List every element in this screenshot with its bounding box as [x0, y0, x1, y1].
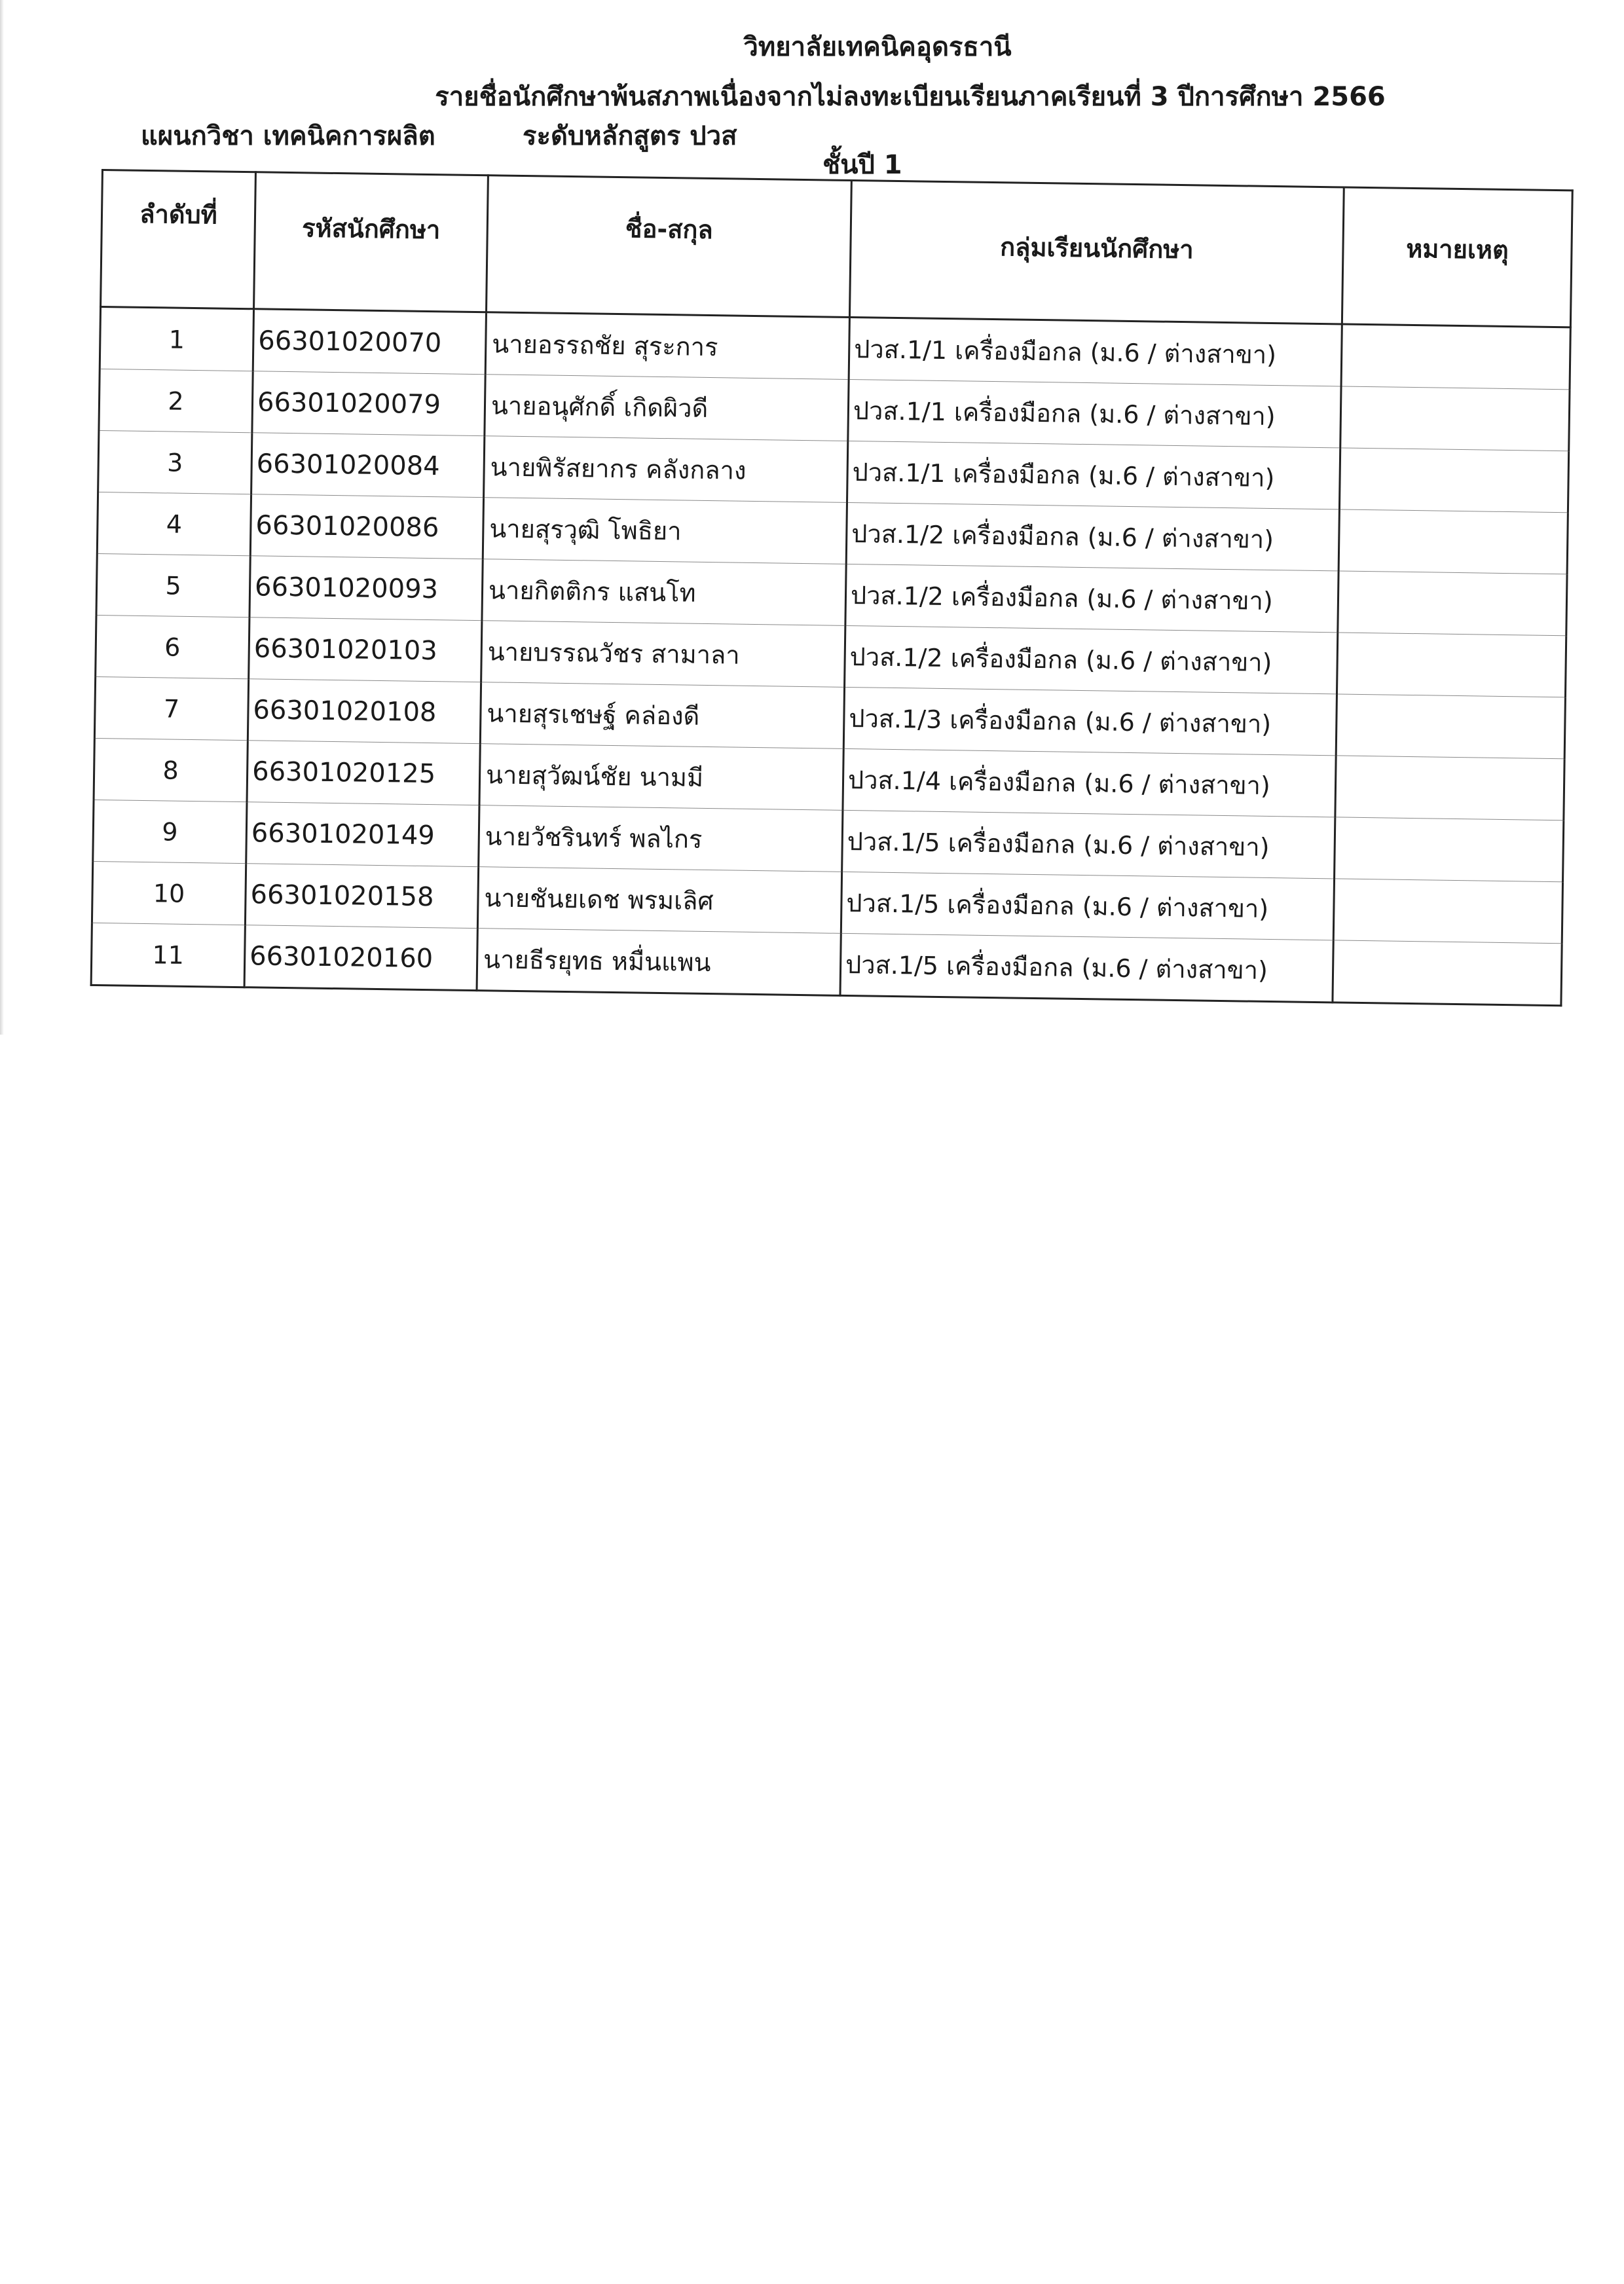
- student-id: 66301020149: [246, 802, 479, 867]
- student-note: [1333, 879, 1562, 944]
- student-group: ปวส.1/5 เครื่องมือกล (ม.6 / ต่างสาขา): [841, 872, 1334, 940]
- student-group: ปวส.1/2 เครื่องมือกล (ม.6 / ต่างสาขา): [845, 564, 1338, 632]
- student-name: นายวัชรินทร์ พลไกร: [479, 805, 843, 872]
- row-number: 4: [97, 492, 251, 555]
- student-table-wrapper: [90, 169, 1572, 1006]
- student-group: ปวส.1/2 เครื่องมือกล (ม.6 / ต่างสาขา): [845, 625, 1338, 693]
- row-number: 3: [98, 430, 252, 494]
- row-number: 8: [94, 738, 248, 801]
- college-title: วิทยาลัยเทคนิคอุดรธานี: [743, 32, 1012, 62]
- row-number: 6: [96, 615, 249, 678]
- row-number: 2: [99, 369, 253, 432]
- student-name: นายอรรถชัย สุระการ: [485, 312, 849, 380]
- student-id: 66301020070: [253, 309, 486, 375]
- student-id: 66301020108: [248, 679, 481, 744]
- student-id: 66301020093: [249, 556, 483, 621]
- table-header-row: [101, 170, 1573, 327]
- student-name: นายสุรวุฒิ โพธิยา: [483, 498, 847, 564]
- student-group: ปวส.1/1 เครื่องมือกล (ม.6 / ต่างสาขา): [847, 441, 1340, 509]
- student-group: ปวส.1/5 เครื่องมือกล (ม.6 / ต่างสาขา): [842, 810, 1335, 878]
- student-id: 66301020086: [250, 494, 483, 559]
- column-header-note: หมายเหตุ: [1342, 187, 1572, 327]
- student-group: ปวส.1/4 เครื่องมือกล (ม.6 / ต่างสาขา): [843, 748, 1336, 817]
- scan-edge-shadow: [0, 0, 4, 1035]
- row-number: 7: [94, 676, 248, 740]
- row-number: 1: [100, 307, 253, 371]
- student-id: 66301020103: [249, 617, 482, 682]
- student-name: นายพิรัสยากร คลังกลาง: [484, 436, 848, 503]
- student-note: [1336, 694, 1565, 759]
- student-name: นายสุวัฒน์ชัย นามมี: [479, 744, 843, 811]
- row-number: 11: [91, 923, 245, 987]
- student-note: [1340, 386, 1570, 451]
- student-note: [1338, 509, 1568, 574]
- row-number: 10: [92, 861, 246, 925]
- student-name: นายอนุศักดิ์ เกิดผิวดี: [485, 375, 849, 441]
- student-id: 66301020160: [244, 925, 477, 991]
- student-id: 66301020125: [247, 741, 480, 805]
- column-header-group: กลุ่มเรียนนักศึกษา: [849, 180, 1344, 323]
- student-table: [90, 169, 1574, 1006]
- column-header-name: ชื่อ-สกุล: [487, 175, 852, 318]
- year-label: ชั้นปี 1: [822, 150, 902, 180]
- row-number: 5: [96, 553, 250, 617]
- student-note: [1338, 571, 1567, 636]
- department-label: แผนกวิชา เทคนิคการผลิต: [141, 121, 435, 151]
- row-number: 9: [93, 800, 247, 863]
- student-name: นายสุรเชษฐ์ คล่องดี: [480, 682, 844, 749]
- student-group: ปวส.1/2 เครื่องมือกล (ม.6 / ต่างสาขา): [846, 502, 1339, 570]
- student-id: 66301020079: [252, 371, 485, 436]
- student-note: [1333, 940, 1562, 1006]
- column-header-student-id: รหัสนักศึกษา: [254, 172, 489, 312]
- student-group: ปวส.1/3 เครื่องมือกล (ม.6 / ต่างสาขา): [843, 687, 1337, 755]
- student-name: นายชันยเดช พรมเลิศ: [477, 867, 841, 934]
- column-header-no: ลำดับที่: [101, 170, 256, 309]
- student-group: ปวส.1/5 เครื่องมือกล (ม.6 / ต่างสาขา): [840, 933, 1333, 1002]
- student-note: [1339, 448, 1568, 513]
- student-id: 66301020158: [245, 864, 478, 929]
- student-note: [1337, 633, 1566, 697]
- level-label: ระดับหลักสูตร ปวส: [523, 121, 737, 151]
- student-name: นายกิตติกร แสนโท: [482, 559, 846, 626]
- student-note: [1335, 756, 1564, 820]
- student-name: นายบรรณวัชร สามาลา: [481, 621, 845, 688]
- student-group: ปวส.1/1 เครื่องมือกล (ม.6 / ต่างสาขา): [849, 317, 1342, 386]
- student-id: 66301020084: [251, 433, 485, 498]
- student-name: นายธีรยุทธ หมื่นแพน: [477, 929, 841, 996]
- student-group: ปวส.1/1 เครื่องมือกล (ม.6 / ต่างสาขา): [848, 379, 1341, 447]
- student-note: [1335, 817, 1564, 882]
- document-subject: รายชื่อนักศึกษาพ้นสภาพเนื่องจากไม่ลงทะเบียนเรียนภาคเรียนที่ 3 ปีการศึกษา 2566: [435, 82, 1386, 112]
- student-note: [1341, 324, 1570, 390]
